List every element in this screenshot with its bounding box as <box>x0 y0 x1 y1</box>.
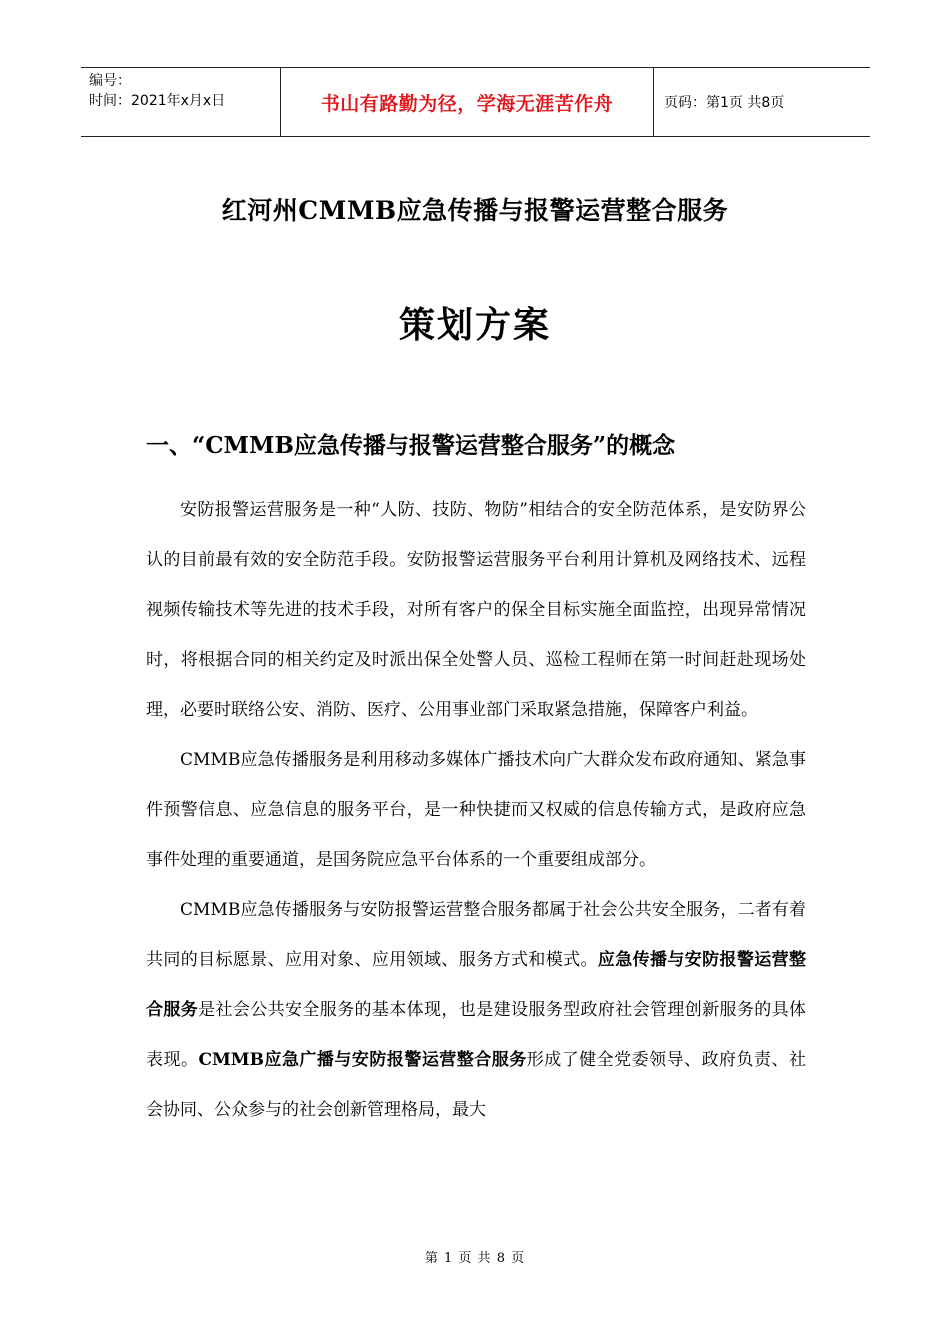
header-motto: 书山有路勤为径，学海无涯苦作舟 <box>281 68 654 136</box>
document-title: 红河州CMMB应急传播与报警运营整合服务 <box>221 196 729 225</box>
time-label: 时间：2021年x月x日 <box>89 93 226 109</box>
paragraph-3-part-c: 是社会公共安全服务的基本体现，也是建设服务型政府社会管理创新服务的具体表现。 <box>146 1000 807 1070</box>
header-page-info: 页码：第1页 共8页 <box>664 95 785 111</box>
paragraph-2: CMMB应急传播服务是利用移动多媒体广播技术向广大群众发布政府通知、紧急事件预警信息、应急信息的服务平台，是一种快捷而又权威的信息传输方式，是政府应急事件处理的重要通道，是国务院应急平台体系的一个重要组成部分。 <box>146 750 806 870</box>
section-heading: 一、“CMMB应急传播与报警运营整合服务”的概念 <box>146 432 676 459</box>
paragraph-3-part-e: 形成了健全党委领导、政府负责、社会协同、公众参与的社会创新管理格局，最大 <box>146 1050 806 1120</box>
paragraph-3-bold-b: 应急传播与安防报警运营整合服务 <box>146 950 807 1020</box>
number-label: 编号： <box>89 73 131 89</box>
header-meta-cell <box>81 68 281 136</box>
document-subtitle: 策划方案 <box>398 304 551 346</box>
header-table <box>81 67 870 137</box>
paragraph-3 <box>146 885 806 1135</box>
paragraph-3-part-a: CMMB应急传播服务与安防报警运营整合服务都属于社会公共安全服务，二者有着共同的目标愿景、应用对象、应用领域、服务方式和模式。 <box>146 900 806 970</box>
page-footer: 第 1 页 共 8 页 <box>424 1251 526 1266</box>
paragraph-1: 安防报警运营服务是一种“人防、技防、物防”相结合的安全防范体系，是安防界公认的目前最有效的安全防范手段。安防报警运营服务平台利用计算机及网络技术、远程视频传输技术等先进的技术手段，对所有客户的保全目标实施全面监控，出现异常情况时，将根据合同的相关约定及时派出保全处警人员、巡检工程师在第一时间赶赴现场处理，必要时联络公安、消防、医疗、公用事业部门采取紧急措施，保障客户利益。 <box>146 500 806 720</box>
paragraph-3-bold-d: CMMB应急广播与安防报警运营整合服务 <box>198 1050 527 1070</box>
section-body <box>146 485 806 1135</box>
